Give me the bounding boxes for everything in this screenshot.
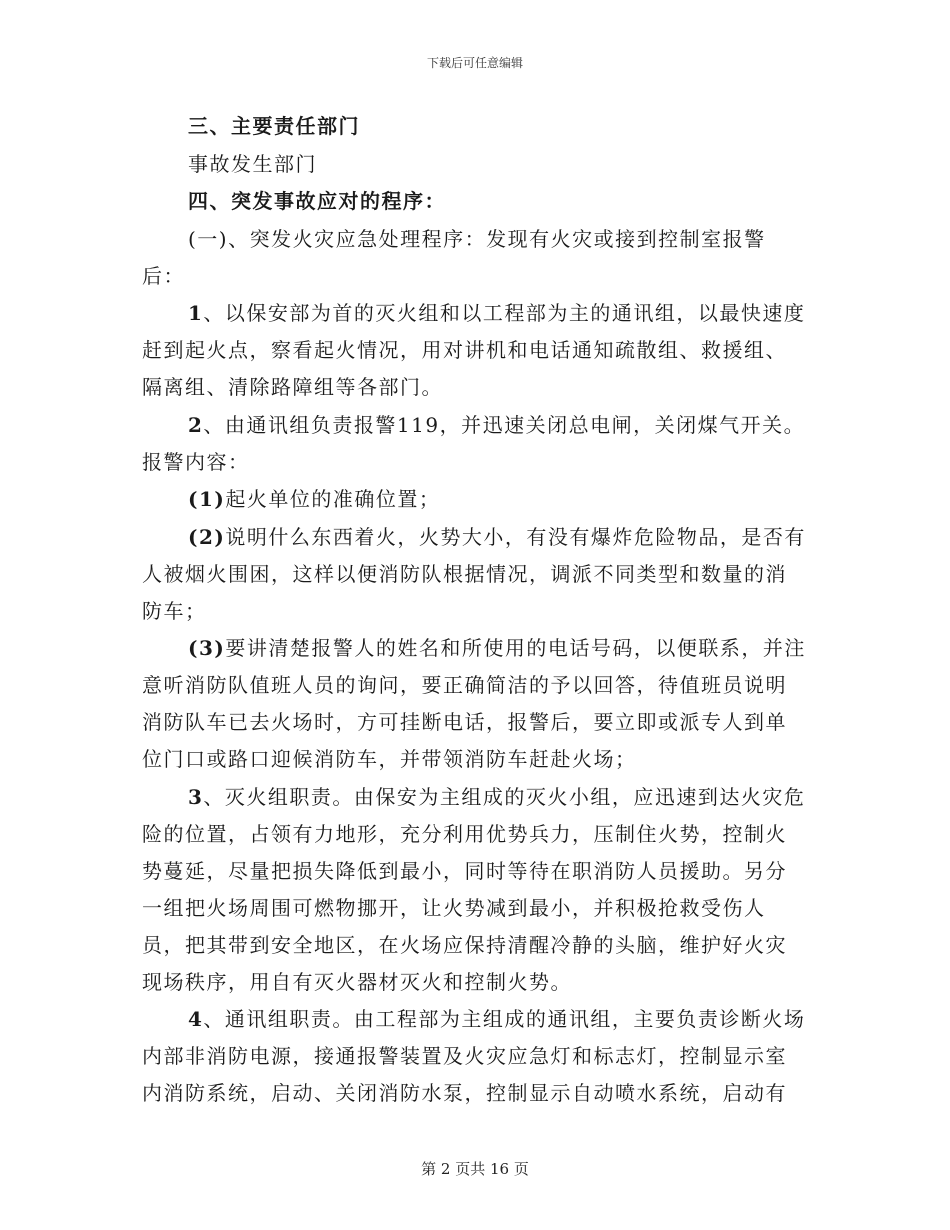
- point-1: [142, 481, 808, 518]
- item-4-number: 4: [188, 1007, 204, 1031]
- document-body: [142, 108, 808, 1113]
- item-3-number: 3: [188, 784, 204, 809]
- item-1-number: 1: [188, 301, 204, 325]
- page-footer: 第 2 页共 16 页: [421, 1160, 529, 1178]
- section-3-title: 三、主要责任部门: [188, 114, 360, 138]
- section-3-body: 事故发生部门: [188, 151, 317, 176]
- point-2-number: (2): [188, 524, 226, 549]
- item-2: [142, 407, 808, 481]
- item-4-text: 、通讯组职责。由工程部为主组成的通讯组，主要负责诊断火场内部非消防电源，接通报警装置及火灾应急灯和标志灯，控制显示室内消防系统，启动、关闭消防水泵，控制显示自动喷水系统，启动有: [142, 1007, 806, 1105]
- section-4-title: 四、突发事故应对的程序：: [188, 189, 446, 213]
- item-3: [142, 779, 808, 1001]
- page-header: 下载后可任意编辑: [426, 56, 523, 70]
- point-1-number: (1): [188, 487, 226, 511]
- item-2-number: 2: [188, 412, 204, 437]
- item-4: [142, 1001, 808, 1112]
- item-2-text: 、由通讯组负责报警119，并迅速关闭总电闸，关闭煤气开关。报警内容：: [142, 412, 806, 474]
- point-2-text: 说明什么东西着火，火势大小，有没有爆炸危险物品，是否有人被烟火围困，这样以便消防队根据情况，调派不同类型和数量的消防车；: [142, 524, 806, 623]
- point-3-text: 要讲清楚报警人的姓名和所使用的电话号码，以便联系，并注意听消防队值班人员的询问，要正确简洁的予以回答，待值班员说明消防队车已去火场时，方可挂断电话，报警后，要立即或派专人到单位门口或路口迎候消防车，并带领消防车赶赴火场；: [142, 636, 806, 771]
- subsection-1: (一)、突发火灾应急处理程序：发现有火灾或接到控制室报警后：: [142, 226, 766, 288]
- point-3-number: (3): [188, 636, 226, 660]
- item-3-text: 、灭火组职责。由保安为主组成的灭火小组，应迅速到达火灾危险的位置，占领有力地形，充分利用优势兵力，压制住火势，控制火势蔓延，尽量把损失降低到最小，同时等待在职消防人员援助。另分一组把火场周围可燃物挪开，让火势减到最小，并积极抢救受伤人员，把其带到安全地区，在火场应保持清醒冷静的头脑，维护好火灾现场秩序，用自有灭火器材灭火和控制火势。: [142, 784, 806, 994]
- point-1-text: 起火单位的准确位置；: [225, 487, 441, 511]
- point-3: [142, 630, 808, 778]
- point-2: [142, 519, 808, 630]
- item-1-text: 、以保安部为首的灭火组和以工程部为主的通讯组，以最快速度赶到起火点，察看起火情况，用对讲机和电话通知疏散组、救援组、隔离组、清除路障组等各部门。: [142, 301, 806, 399]
- item-1: [142, 295, 808, 406]
